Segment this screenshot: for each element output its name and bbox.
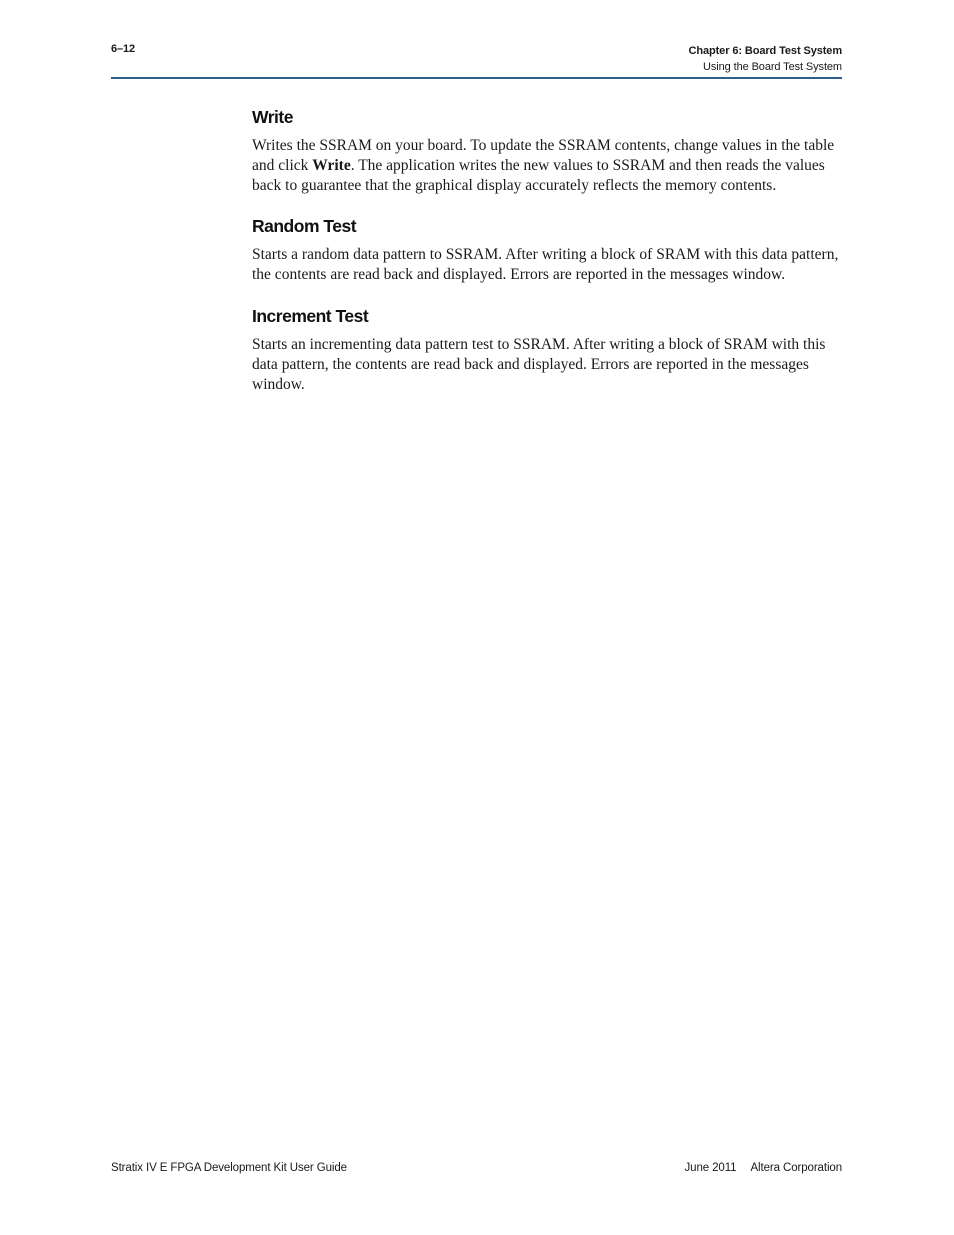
section-random-test bbox=[252, 213, 842, 285]
body-text: . The application writes the new values to SSRAM and then reads the values back to guarantee that the graphical display accurately reflects the memory contents. bbox=[252, 156, 825, 194]
footer-date: June 2011 bbox=[684, 1162, 737, 1174]
section-increment-test bbox=[252, 303, 842, 394]
chapter-title: Chapter 6: Board Test System bbox=[688, 45, 842, 57]
body-text: Writes the SSRAM on your board. To update the SSRAM contents, change values in the table and click bbox=[252, 137, 835, 174]
section-heading: Increment Test bbox=[252, 305, 369, 326]
section-heading: Random Test bbox=[252, 216, 357, 237]
ui-term-write: Write bbox=[312, 156, 351, 174]
section-write bbox=[252, 104, 842, 195]
footer-company: Altera Corporation bbox=[750, 1162, 842, 1174]
header-rule bbox=[111, 77, 842, 79]
page-content bbox=[252, 104, 842, 412]
running-header bbox=[689, 43, 842, 75]
section-body: Starts a random data pattern to SSRAM. After writing a block of SRAM with this data pattern, the contents are read back and displayed. Errors are reported in the messages window. bbox=[252, 246, 839, 284]
footer-title: Stratix IV E FPGA Development Kit User Guide bbox=[111, 1162, 347, 1174]
section-body bbox=[252, 136, 842, 195]
page-number: 6–12 bbox=[111, 43, 136, 55]
section-heading: Write bbox=[252, 107, 293, 127]
section-title: Using the Board Test System bbox=[703, 61, 842, 73]
section-body: Starts an incrementing data pattern test to SSRAM. After writing a block of SRAM with this data pattern, the contents are read back and displayed. Errors are reported in the messages window. bbox=[252, 335, 826, 393]
footer-info bbox=[685, 1162, 843, 1174]
